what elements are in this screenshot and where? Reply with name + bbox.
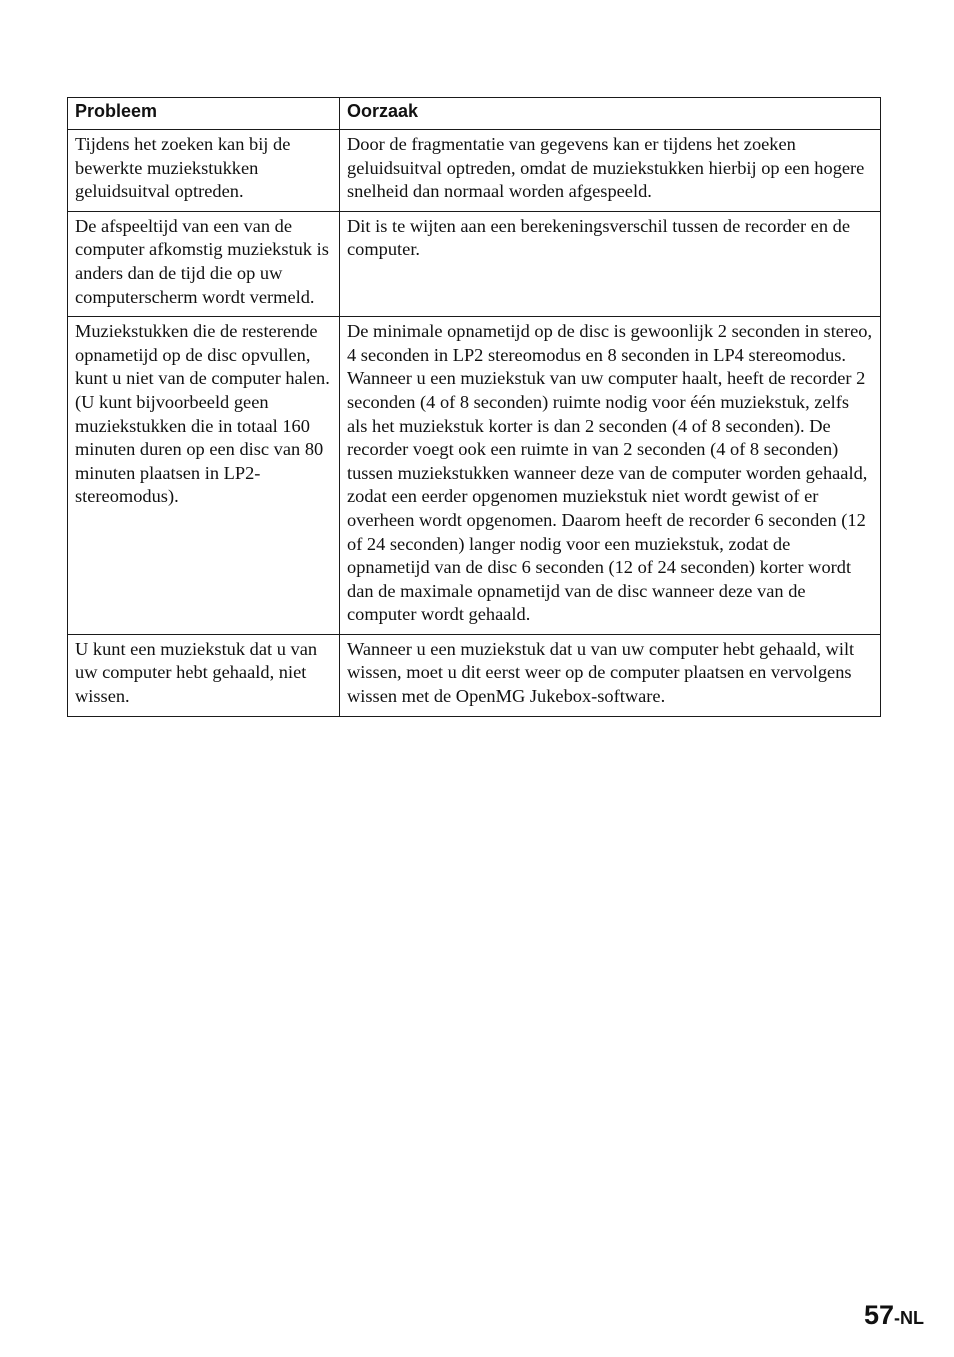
table-row bbox=[68, 130, 881, 212]
column-header-cause: Oorzaak bbox=[340, 98, 881, 130]
cause-cell: De minimale opnametijd op de disc is gewoonlijk 2 seconden in stereo, 4 seconden in LP2 stereomodus en 8 seconden in LP4 stereomodus. Wanneer u een muziekstuk van uw computer haalt, heeft de recorder 2 seconden (4 of 8 seconden) ruimte nodig voor één muziekstuk, zelfs als het muziekstuk korter is dan 2 seconden (4 of 8 seconden). De recorder voegt ook een ruimte in van 2 seconden (4 of 8 seconden) tussen muziekstukken wanneer deze van de computer worden gehaald, zodat een eerder opgenomen muziekstuk niet wordt gewist of er overheen wordt opgenomen. Daarom heeft de recorder 6 seconden (12 of 24 seconden) langer nodig voor een muziekstuk, zodat de opnametijd van de disc 6 seconden (12 of 24 seconden) korter wordt dan de maximale opnametijd van de disc wanneer deze van de computer wordt gehaald. bbox=[340, 317, 881, 635]
cause-cell: Wanneer u een muziekstuk dat u van uw computer hebt gehaald, wilt wissen, moet u dit eerst weer op de computer plaatsen en vervolgens wissen met de OpenMG Jukebox-software. bbox=[340, 634, 881, 716]
cause-cell: Dit is te wijten aan een berekeningsverschil tussen de recorder en de computer. bbox=[340, 211, 881, 316]
problem-cell: Muziekstukken die de resterende opnametijd op de disc opvullen, kunt u niet van de computer halen. (U kunt bijvoorbeeld geen muziekstukken die in totaal 160 minuten duren op een disc van 80 minuten plaatsen in LP2-stereomodus). bbox=[68, 317, 340, 635]
table-header-row bbox=[68, 98, 881, 130]
column-header-problem: Probleem bbox=[68, 98, 340, 130]
troubleshooting-table bbox=[67, 97, 881, 717]
problem-cell: Tijdens het zoeken kan bij de bewerkte muziekstukken geluidsuitval optreden. bbox=[68, 130, 340, 212]
problem-cell: De afspeeltijd van een van de computer afkomstig muziekstuk is anders dan de tijd die op uw computerscherm wordt vermeld. bbox=[68, 211, 340, 316]
table-row bbox=[68, 211, 881, 316]
table-row bbox=[68, 634, 881, 716]
page-number-suffix: -NL bbox=[894, 1308, 924, 1328]
page-number-value: 57 bbox=[863, 1300, 894, 1330]
table-row bbox=[68, 317, 881, 635]
problem-cell: U kunt een muziekstuk dat u van uw computer hebt gehaald, niet wissen. bbox=[68, 634, 340, 716]
cause-cell: Door de fragmentatie van gegevens kan er tijdens het zoeken geluidsuitval optreden, omdat de muziekstukken hierbij op een hogere snelheid dan normaal worden afgespeeld. bbox=[340, 130, 881, 212]
page-number bbox=[864, 1300, 924, 1331]
